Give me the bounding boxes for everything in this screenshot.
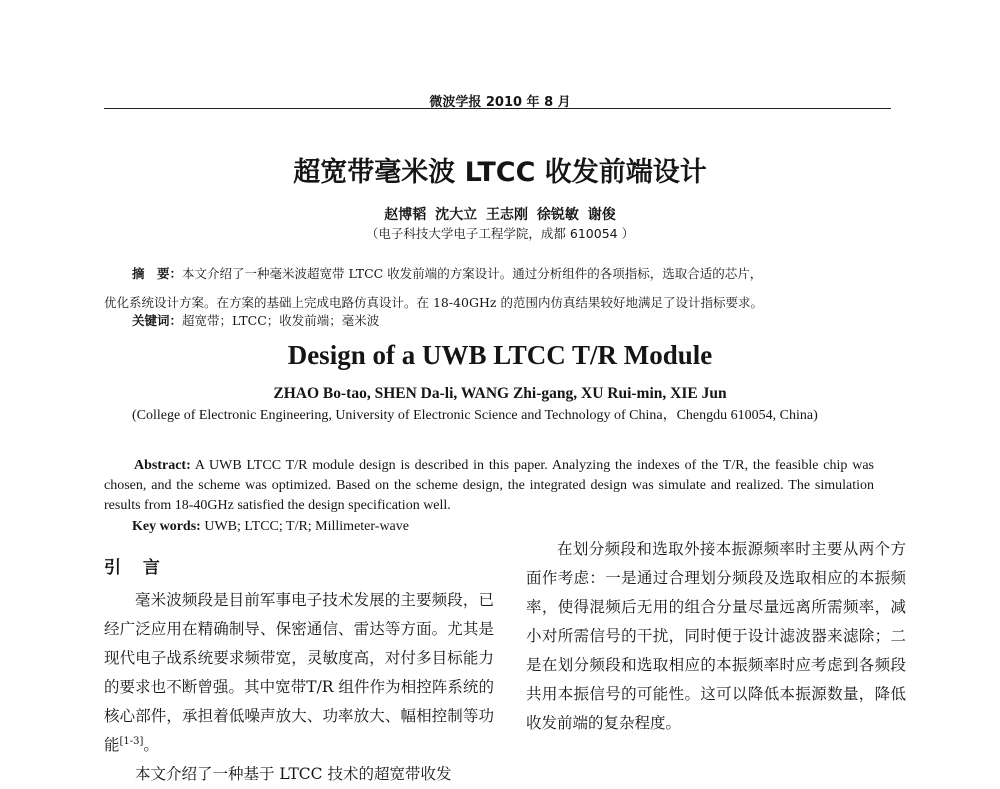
english-affiliation: (College of Electronic Engineering, University of Electronic Science and Technology of China，Chengdu 610054, China)	[132, 408, 818, 423]
english-abstract-text: A UWB LTCC T/R module design is described in this paper. Analyzing the indexes of the T/R, the feasible chip was chosen, and the scheme was optimized. Based on the scheme design, the integrated design was simulate and realized. The simulation results from 18-40GHz satisfied the design specification well.	[104, 458, 874, 513]
left-paragraph-2: 本文介绍了一种基于 LTCC 技术的超宽带收发	[135, 765, 452, 783]
chinese-abstract-label: 摘 要：	[132, 266, 183, 281]
chinese-abstract	[104, 259, 891, 317]
english-keywords-text: UWB; LTCC; T/R; Millimeter-wave	[204, 519, 409, 534]
chinese-abstract-text-1: 本文介绍了一种毫米波超宽带 LTCC 收发前端的方案设计。通过分析组件的各项指标，选取合适的芯片，	[182, 266, 763, 281]
chinese-keywords	[132, 311, 379, 329]
right-paragraph-1: 在划分频段和选取外接本振源频率时主要从两个方面作考虑：一是通过合理划分频段及选取相应的本振频率，使得混频后无用的组合分量尽量远离所需频率，减小对所需信号的干扰，同时便于设计滤波器来滤除；二是在划分频段和选取相应的本振频率时应考虑到各频段共用本振信号的可能性。这可以降低本振源数量，降低收发前端的复杂程度。	[526, 540, 906, 732]
left-paragraph-1	[104, 586, 494, 760]
left-paragraph-1-end: 。	[143, 736, 159, 754]
running-head: 微波学报 2010 年 8 月	[429, 95, 571, 110]
chinese-abstract-line-1	[104, 259, 891, 288]
chinese-keywords-text: 超宽带；LTCC；收发前端；毫米波	[182, 313, 380, 328]
english-authors: ZHAO Bo-tao, SHEN Da-li, WANG Zhi-gang, XU Rui-min, XIE Jun	[273, 385, 727, 402]
chinese-affiliation: （电子科技大学电子工程学院，成都 610054 ）	[365, 226, 635, 241]
citation-1-3: [1-3]	[119, 735, 144, 747]
header-rule	[104, 108, 891, 109]
english-abstract	[104, 456, 874, 516]
left-paragraph-1-text: 毫米波频段是目前军事电子技术发展的主要频段，已经广泛应用在精确制导、保密通信、雷达等方面。尤其是现代电子战系统要求频带宽，灵敏度高，对付多目标能力的要求也不断曾强。其中宽带T/R 组件作为相控阵系统的核心部件，承担着低噪声放大、功率放大、幅相控制等功能	[104, 591, 494, 754]
chinese-keywords-label: 关键词：	[132, 313, 183, 328]
english-abstract-label: Abstract:	[134, 458, 191, 473]
section-heading-introduction: 引 言	[104, 558, 160, 578]
chinese-authors: 赵博韬 沈大立 王志刚 徐锐敏 谢俊	[384, 207, 616, 223]
chinese-title: 超宽带毫米波 LTCC 收发前端设计	[293, 157, 707, 188]
english-keywords	[132, 519, 409, 535]
english-keywords-label: Key words:	[132, 519, 201, 534]
english-title: Design of a UWB LTCC T/R Module	[287, 340, 713, 370]
chinese-abstract-text-2: 优化系统设计方案。在方案的基础上完成电路仿真设计。在 18-40GHz 的范围内仿真结果较好地满足了设计指标要求。	[104, 295, 763, 310]
body-right-column	[526, 535, 906, 738]
